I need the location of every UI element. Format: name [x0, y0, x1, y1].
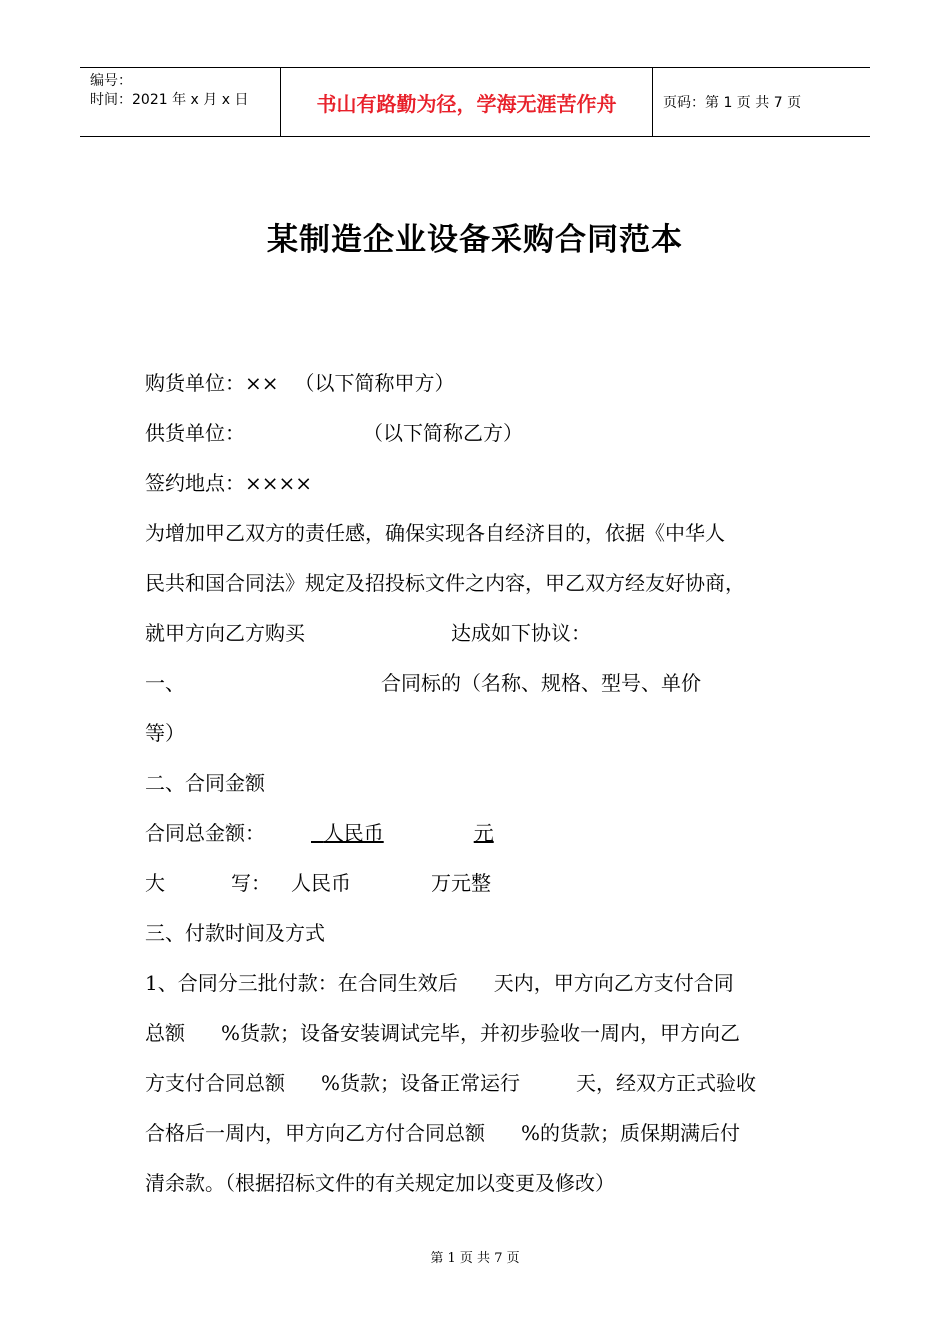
header-table — [80, 67, 870, 137]
intro-3-start: 就甲方向乙方购买 — [145, 621, 305, 645]
payment-1-start: 1、合同分三批付款：在合同生效后 — [145, 971, 458, 995]
payment-line-3 — [145, 1064, 815, 1114]
intro-line-3 — [145, 614, 815, 664]
payment-line-4 — [145, 1114, 815, 1164]
payment-3-end: 天，经双方正式验收 — [576, 1071, 757, 1095]
amount-unit: 元 — [473, 821, 494, 845]
section-3-heading: 三、付款时间及方式 — [145, 921, 325, 945]
section-1-number: 一、 — [145, 671, 185, 695]
buyer-value: ×× — [245, 371, 279, 395]
caps-label-b: 写： — [231, 871, 271, 895]
section-1-title: 合同标的（名称、规格、型号、单价 — [381, 671, 701, 695]
seller-label: 供货单位： — [145, 421, 245, 445]
amount-caps-line — [145, 864, 815, 914]
place-label: 签约地点： — [145, 471, 245, 495]
payment-3-middle: %货款；设备正常运行 — [321, 1071, 521, 1095]
payment-2-start: 总额 — [145, 1021, 185, 1045]
intro-line-1: 为增加甲乙双方的责任感，确保实现各自经济目的，依据《中华人 — [145, 521, 725, 545]
seller-line — [145, 414, 815, 464]
payment-1-end: 天内，甲方向乙方支付合同 — [493, 971, 734, 995]
header-meta-cell — [80, 68, 281, 136]
section-1-cont: 等） — [145, 721, 185, 745]
intro-3-end: 达成如下协议： — [451, 621, 591, 645]
header-page-info: 页码：第 1 页 共 7 页 — [663, 95, 802, 111]
header-motto: 书山有路勤为径，学海无涯苦作舟 — [281, 68, 653, 136]
payment-line-5: 清余款。（根据招标文件的有关规定加以变更及修改） — [145, 1171, 615, 1195]
amount-underline — [311, 821, 550, 845]
amount-line — [145, 814, 815, 864]
place-line — [145, 464, 815, 514]
buyer-note: （以下简称甲方） — [294, 371, 455, 395]
amount-currency: 人民币 — [323, 821, 384, 845]
caps-currency: 人民币 — [291, 871, 351, 895]
payment-4-start: 合格后一周内，甲方向乙方付合同总额 — [145, 1121, 485, 1145]
contract-body — [145, 364, 815, 1214]
amount-label: 合同总金额： — [145, 821, 265, 845]
time-label: 时间：2021 年 x 月 x 日 — [90, 92, 249, 108]
document-title: 某制造企业设备采购合同范本 — [267, 222, 683, 258]
payment-2-end: %货款；设备安装调试完毕，并初步验收一周内，甲方向乙 — [221, 1021, 741, 1045]
section-2-heading: 二、合同金额 — [145, 771, 265, 795]
payment-3-start: 方支付合同总额 — [145, 1071, 285, 1095]
number-label: 编号： — [90, 73, 132, 89]
section-1-line — [145, 664, 815, 714]
place-value: ×××× — [245, 471, 313, 495]
seller-note: （以下简称乙方） — [363, 421, 523, 445]
caps-label-a: 大 — [145, 871, 165, 895]
intro-line-2: 民共和国合同法》规定及招投标文件之内容，甲乙双方经友好协商， — [145, 571, 745, 595]
page-footer: 第 1 页 共 7 页 — [430, 1251, 520, 1266]
caps-unit: 万元整 — [431, 871, 491, 895]
buyer-label: 购货单位： — [145, 371, 245, 395]
payment-line-1 — [145, 964, 815, 1014]
payment-4-end: %的货款；质保期满后付 — [521, 1121, 741, 1145]
payment-line-2 — [145, 1014, 815, 1064]
buyer-line — [145, 364, 815, 414]
